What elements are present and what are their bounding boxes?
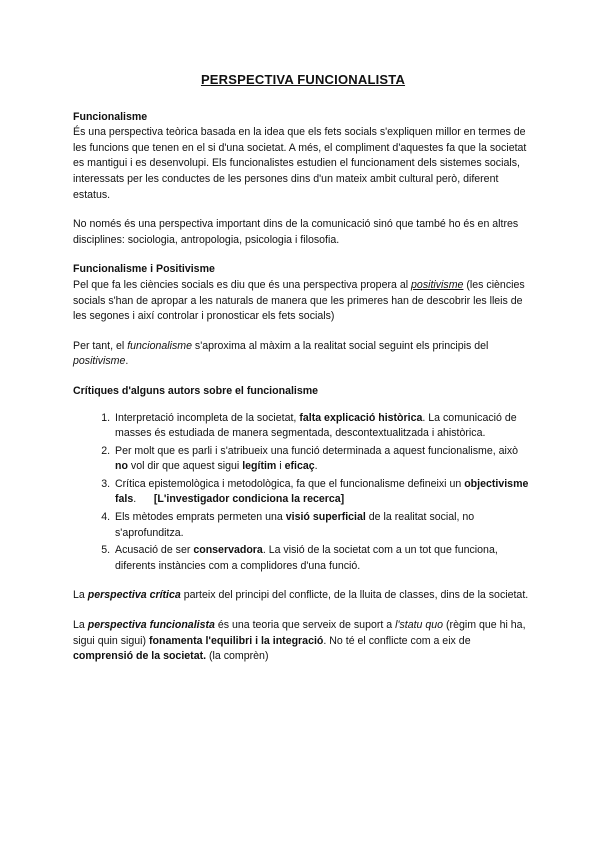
text-run: (la comprèn) <box>206 650 269 663</box>
text-run: s'aproxima al màxim a la realitat social seguint els principis del <box>191 339 489 352</box>
text-run: de la realitat social, no s'aprofunditza. <box>115 511 475 539</box>
text-run: Per molt que es parli i s'atribueix una funció determinada a aquest funcionalisme, això <box>115 444 519 457</box>
bold-italic-term: perspectiva crítica <box>87 589 181 602</box>
text-run: parteix del principi del conflicte, de la lluita de classes, dins de la societat. <box>180 589 529 602</box>
paragraph-perspectiva-critica <box>73 588 533 604</box>
bold-term: fonamenta l'equilibri i la integració <box>148 634 324 647</box>
text-run: Els mètodes emprats permeten una <box>115 511 286 524</box>
text-run: és una teoria que serveix de suport a <box>214 619 396 632</box>
bold-term: falta explicació històrica <box>299 411 423 424</box>
text-run: vol dir que aquest sigui <box>127 460 243 473</box>
term-positivisme: positivisme <box>411 278 464 291</box>
document-title: PERSPECTIVA FUNCIONALISTA <box>200 72 406 87</box>
text-run: (règim que hi ha, sigui quin sigui) <box>73 619 526 647</box>
paragraph-positivisme <box>73 278 533 325</box>
text-run: Pel que fa les ciències socials es diu que és una perspectiva propera al <box>73 278 412 291</box>
text-run: i <box>276 460 285 473</box>
text-run: . La comunicació de masses és estudiada de manera segmentada, descontextualitzada i ahistòrica. <box>115 411 517 440</box>
bold-italic-term: perspectiva funcionalista <box>87 619 215 632</box>
text-run: . <box>125 355 129 368</box>
text-run: La <box>73 619 88 632</box>
bold-term: legítim <box>242 460 277 473</box>
section-heading-funcionalisme: Funcionalisme <box>73 110 148 123</box>
text-run: Crítica epistemològica i metodològica, fa que el funcionalisme defineixi un <box>115 477 465 490</box>
section-heading-critiques: Crítiques d'alguns autors sobre el funcionalisme <box>73 384 319 397</box>
paragraph-definition: És una perspectiva teòrica basada en la idea que els fets socials s'expliquen millor en termes de les funcions que tenen en el si d'una societat. A més, el compliment d'aquestes fa que la societat es mantigui i es desenvolupi. Els funcionalistes estudien el funcionament dels sistemes socials, interessats per les conductes de les persones dins d'un mateix ambit cultural però, diferent estatus. <box>73 126 527 201</box>
list-item <box>113 543 533 574</box>
list-item <box>113 411 533 442</box>
document-page <box>73 72 533 679</box>
section-heading-positivisme: Funcionalisme i Positivisme <box>73 263 215 276</box>
text-run: (les ciències socials s'han de apropar a les naturals de manera que les primeres han de descobrir les lleis de les segones i així controlar i pronosticar els fets socials) <box>73 278 525 323</box>
bold-term: no <box>115 460 128 473</box>
bold-term: conservadora <box>193 544 263 557</box>
critiques-list <box>73 411 533 575</box>
term-positivisme: positivisme <box>73 355 126 368</box>
text-run: Acusació de ser <box>115 544 194 557</box>
text-run: . No té el conflicte com a eix de <box>323 634 471 647</box>
text-run: . <box>133 493 154 506</box>
italic-term: l'statu quo <box>395 619 444 632</box>
bold-term: visió superficial <box>285 511 366 524</box>
list-item <box>113 510 533 541</box>
bold-term: eficaç <box>284 460 315 473</box>
bold-term: [L'investigador condiciona la recerca] <box>153 493 345 506</box>
paragraph-perspectiva-funcionalista <box>73 618 533 665</box>
text-run: . <box>314 460 318 473</box>
text-run: Interpretació incompleta de la societat, <box>115 411 300 424</box>
text-run: La <box>73 589 88 602</box>
term-funcionalisme: funcionalisme <box>127 339 192 352</box>
list-item <box>113 477 533 508</box>
paragraph-per-tant <box>73 339 533 370</box>
bold-term: comprensió de la societat. <box>73 650 207 663</box>
paragraph-disciplines: No només és una perspectiva important dins de la comunicació sinó que també ho és en altres disciplines: sociologia, antropologia, psicologia i filosofia. <box>73 218 519 246</box>
bold-term: objectivisme fals <box>115 477 529 506</box>
text-run: . La visió de la societat com a un tot que funciona, diferents instàncies com a complidores d'una funció. <box>115 544 498 572</box>
list-item <box>113 444 533 475</box>
text-run: Per tant, el <box>73 339 128 352</box>
